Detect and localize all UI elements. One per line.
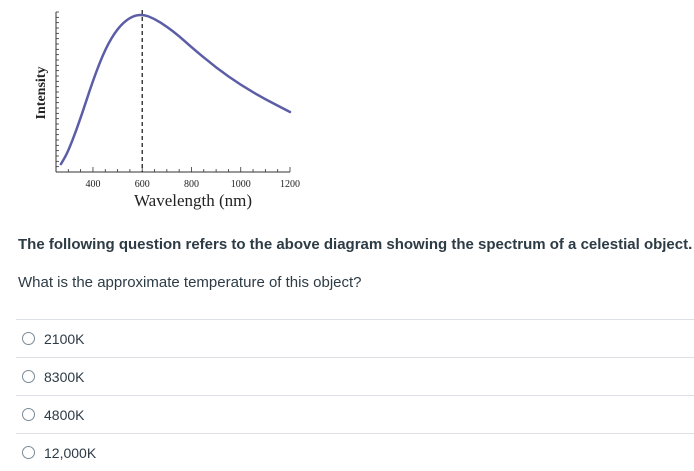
radio-button-icon[interactable] [22,332,35,345]
answer-list [16,319,694,471]
x-tick-label: 800 [183,179,199,190]
spectrum-curve [61,15,290,164]
x-axis-label: Wavelength (nm) [133,191,253,210]
radio-button-icon[interactable] [22,370,35,383]
radio-button-icon[interactable] [22,446,35,459]
x-tick-label: 1200 [280,179,300,190]
answer-label: 4800K [44,406,85,423]
y-axis-label: Intensity [34,66,49,120]
spectrum-chart-svg [0,0,320,220]
x-tick-label: 400 [85,179,101,190]
question-text: What is the approximate temperature of this object? [18,274,362,291]
answer-label: 12,000K [44,444,97,461]
x-tick-label: 600 [134,179,150,190]
answer-label: 2100K [44,330,85,347]
radio-button-icon[interactable] [22,408,35,421]
answer-label: 8300K [44,368,85,385]
question-title: The following question refers to the above diagram showing the spectrum of a celestial object. [18,236,693,253]
x-tick-label: 1000 [230,179,251,190]
answer-option-2[interactable] [16,357,694,395]
answer-option-3[interactable] [16,395,694,433]
answer-option-1[interactable] [16,319,694,357]
spectrum-chart [0,0,320,220]
answer-option-4[interactable] [16,433,694,471]
